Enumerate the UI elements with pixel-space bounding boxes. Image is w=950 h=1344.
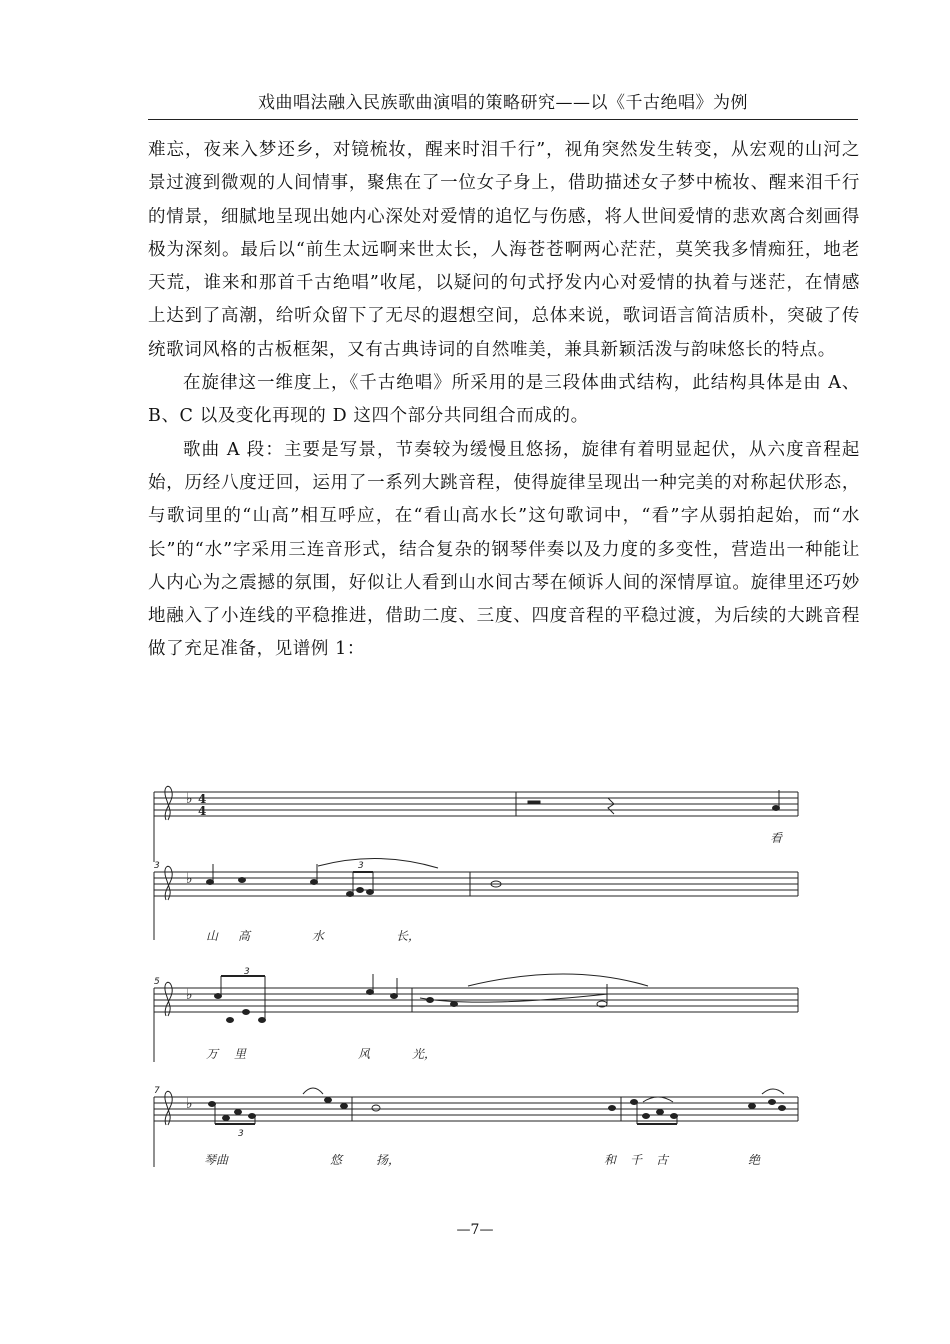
lyric: 风 bbox=[358, 1047, 371, 1061]
lyric: 长， bbox=[396, 929, 421, 943]
lyric: 和 bbox=[604, 1153, 617, 1167]
lyric: 山 bbox=[206, 929, 219, 943]
half-rest bbox=[528, 801, 540, 804]
note bbox=[239, 878, 246, 883]
paragraph: 难忘，夜来入梦还乡，对镜梳妆，醒来时泪千行”，视角突然发生转变，从宏观的山河之景过渡到微观的人间情事，聚焦在了一位女子身上，借助描述女子梦中梳妆、醒来泪千行的情景，细腻地呈现出她内心深处对爱情的追忆与伤感，将人世间爱情的悲欢离合刻画得极为深刻。最后以“前生太远啊来世太长，人海苍苍啊两心茫茫，莫笑我多情痴狂，地老天荒，谁来和那首千古绝唱”收尾，以疑问的句式抒发内心对爱情的执着与迷茫，在情感上达到了高潮，给听众留下了无尽的遐想空间，总体来说，歌词语言简洁质朴，突破了传统歌词风格的古板框架，又有古典诗词的自然唯美，兼具新颖活泼与韵味悠长的特点。 bbox=[148, 140, 860, 360]
lyric: 里 bbox=[234, 1047, 247, 1061]
tuplet-mark: 3 bbox=[244, 967, 250, 977]
measure-number: 5 bbox=[154, 977, 160, 987]
quarter-rest bbox=[608, 798, 614, 814]
measure-number: 3 bbox=[154, 861, 160, 871]
header-rule bbox=[148, 119, 858, 120]
time-signature-bottom: 4 bbox=[198, 804, 207, 818]
lyric: 光， bbox=[412, 1047, 437, 1061]
flat-icon: ♭ bbox=[186, 1096, 193, 1112]
note bbox=[773, 806, 780, 811]
lyric: 万 bbox=[206, 1047, 219, 1061]
flat-icon: ♭ bbox=[186, 987, 193, 1003]
note bbox=[311, 880, 318, 885]
flat-icon: ♭ bbox=[186, 791, 193, 807]
time-signature-top: 4 bbox=[198, 792, 207, 806]
lyric: 水 bbox=[312, 929, 325, 943]
lyric: 扬， bbox=[376, 1153, 401, 1167]
flat-icon: ♭ bbox=[186, 871, 193, 887]
lyric: 绝 bbox=[748, 1153, 761, 1167]
lyric: 悠 bbox=[330, 1153, 343, 1167]
lyric: 高 bbox=[238, 929, 251, 943]
tuplet-mark: 3 bbox=[358, 861, 364, 871]
staff-3 bbox=[154, 988, 798, 1012]
measure-number: 7 bbox=[154, 1086, 160, 1096]
staff-1 bbox=[154, 792, 798, 816]
page-header: 戏曲唱法融入民族歌曲演唱的策略研究——以《千古绝唱》为例 bbox=[258, 93, 748, 113]
paragraph: 歌曲 A 段：主要是写景，节奏较为缓慢且悠扬，旋律有着明显起伏，从六度音程起始，历经八度迂回，运用了一系列大跳音程，使得旋律呈现出一种完美的对称起伏形态，与歌词里的“山高”相互呼应，在“看山高水长”这句歌词中，“看”字从弱拍起始，而“水长”的“水”字采用三连音形式，结合复杂的钢琴伴奏以及力度的多变性，营造出一种能让人内心为之震撼的氛围，好似让人看到山水间古琴在倾诉人间的深情厚谊。旋律里还巧妙地融入了小连线的平稳推进，借助二度、三度、四度音程的平稳过渡，为后续的大跳音程做了充足准备，见谱例 1： bbox=[148, 439, 860, 660]
treble-clef-icon bbox=[165, 866, 172, 900]
lyric: 千 bbox=[630, 1153, 643, 1167]
page-number: —7— bbox=[456, 1222, 494, 1238]
lyric: 琴曲 bbox=[204, 1153, 229, 1167]
staff-2 bbox=[154, 872, 798, 896]
score-example-1 bbox=[148, 772, 808, 1172]
treble-clef-icon bbox=[165, 1091, 172, 1125]
treble-clef-icon bbox=[165, 982, 172, 1016]
body-text bbox=[148, 134, 860, 667]
lyric: 古 bbox=[656, 1153, 669, 1167]
paragraph: 在旋律这一维度上，《千古绝唱》所采用的是三段体曲式结构，此结构具体是由 A、B、C 以及变化再现的 D 这四个部分共同组合而成的。 bbox=[148, 373, 860, 427]
tuplet-mark: 3 bbox=[238, 1129, 244, 1139]
treble-clef-icon bbox=[165, 786, 172, 820]
lyric: 看 bbox=[770, 831, 783, 845]
note bbox=[207, 880, 214, 885]
